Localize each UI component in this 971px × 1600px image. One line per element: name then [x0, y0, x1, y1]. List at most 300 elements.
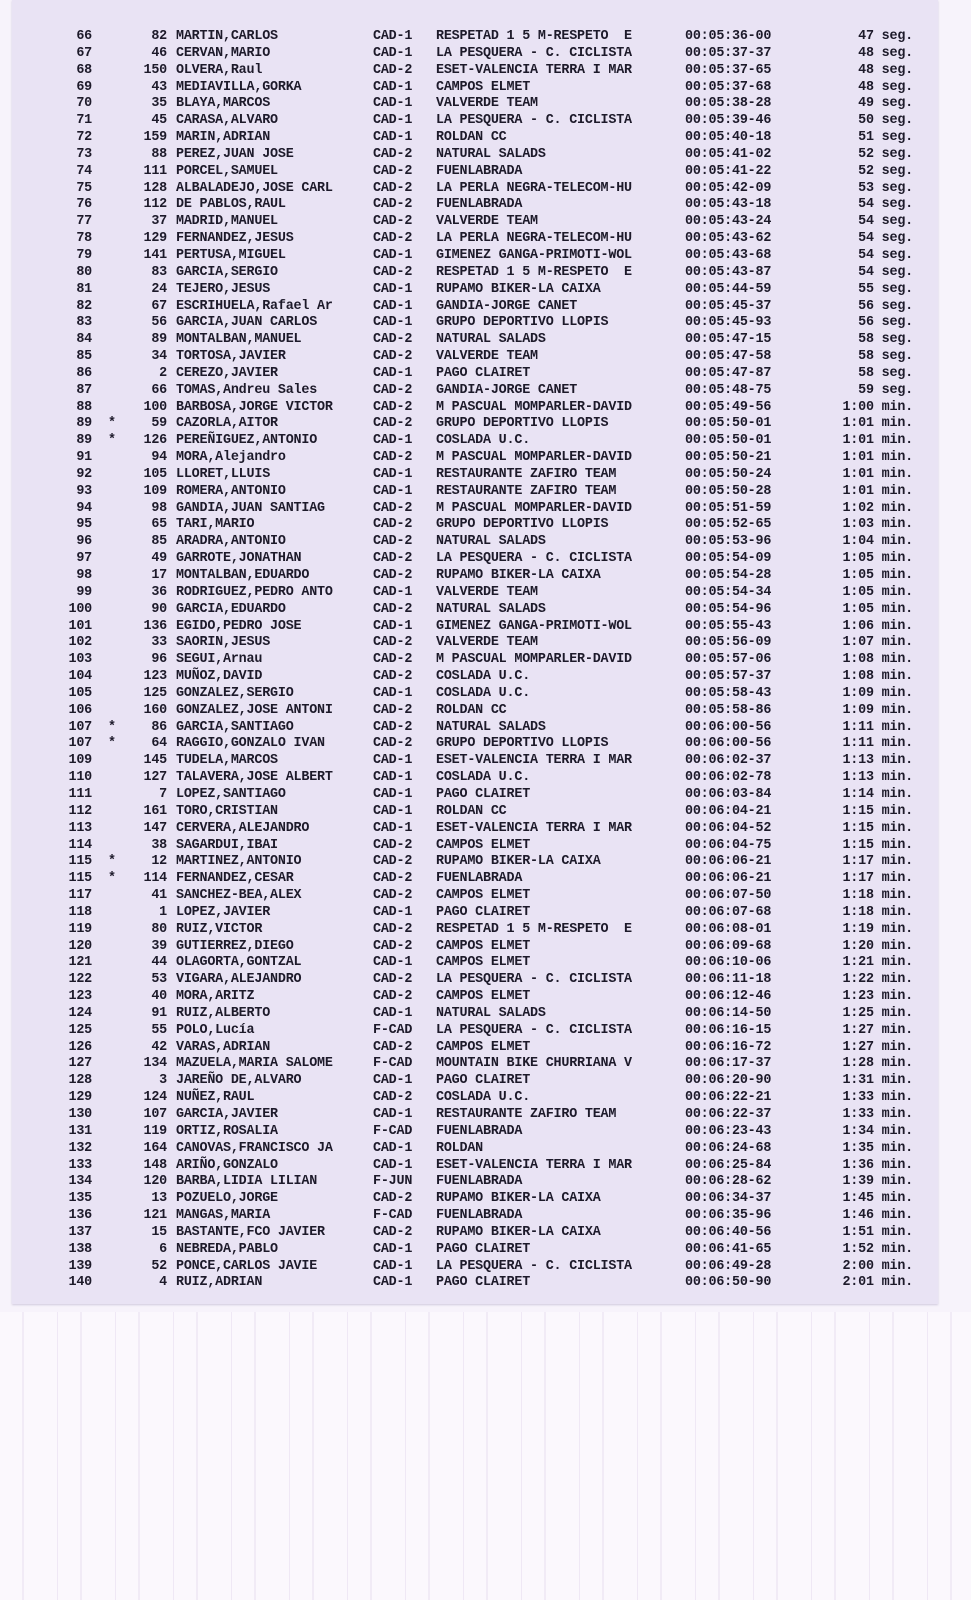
position: 70 [76, 96, 92, 112]
bib-number: 49 [151, 551, 167, 567]
team: CAMPOS ELMET [436, 1039, 531, 1055]
time-gap: 1:23 min. [842, 989, 913, 1005]
team: RESPETAD 1 5 M-RESPETO E [436, 29, 632, 44]
rider-name: GARCIA,JUAN CARLOS [176, 315, 318, 331]
table-row [0, 349, 971, 366]
position: 117 [68, 888, 92, 904]
position: 76 [76, 197, 92, 213]
position: 92 [76, 466, 92, 482]
finish-time: 00:05:48-75 [685, 382, 772, 398]
table-row [0, 1275, 971, 1292]
bib-number: 134 [143, 1056, 167, 1072]
time-gap: 1:18 min. [842, 904, 913, 920]
team: GRUPO DEPORTIVO LLOPIS [436, 517, 609, 533]
bib-number: 13 [151, 1191, 167, 1207]
finish-time: 00:06:24-68 [685, 1140, 772, 1156]
finish-time: 00:05:40-18 [685, 130, 772, 146]
team: RUPAMO BIKER-LA CAIXA [436, 1224, 601, 1240]
position: 91 [76, 450, 92, 466]
category: CAD-1 [373, 298, 413, 314]
bib-number: 65 [151, 517, 167, 533]
bib-number: 94 [151, 450, 167, 466]
position: 112 [68, 803, 92, 819]
table-row [0, 838, 971, 855]
team: FUENLABRADA [436, 871, 523, 887]
table-row [0, 517, 971, 534]
bib-number: 100 [143, 399, 167, 415]
category: CAD-2 [373, 163, 413, 179]
finish-time: 00:06:04-75 [685, 837, 772, 853]
bib-number: 160 [143, 702, 167, 718]
bib-number: 39 [151, 938, 167, 954]
rider-name: MONTALBAN,EDUARDO [176, 568, 310, 583]
time-gap: 1:02 min. [842, 500, 913, 516]
team: FUENLABRADA [436, 1208, 523, 1224]
table-row [0, 1090, 971, 1107]
rider-name: MUÑOZ,DAVID [176, 669, 263, 685]
rider-name: CEREZO,JAVIER [176, 365, 278, 381]
finish-time: 00:05:50-01 [685, 433, 772, 449]
table-row [0, 770, 971, 787]
time-gap: 1:08 min. [842, 669, 913, 685]
table-row [0, 972, 971, 989]
bib-number: 67 [151, 298, 167, 314]
bib-number: 141 [143, 247, 167, 263]
bib-number: 119 [143, 1123, 167, 1139]
position: 137 [68, 1224, 92, 1240]
time-gap: 54 seg. [858, 197, 913, 213]
finish-time: 00:06:14-50 [685, 1005, 772, 1021]
time-gap: 54 seg. [858, 231, 913, 247]
category: CAD-2 [373, 264, 413, 280]
position: 95 [76, 517, 92, 533]
time-gap: 54 seg. [858, 214, 913, 230]
team: RESTAURANTE ZAFIRO TEAM [436, 483, 617, 499]
team: LA PERLA NEGRA-TELECOM-HU [436, 180, 632, 196]
table-row [0, 568, 971, 585]
bib-number: 164 [143, 1140, 167, 1156]
rider-name: MORA,Alejandro [176, 450, 286, 466]
team: COSLADA U.C. [436, 770, 531, 786]
bib-number: 35 [151, 96, 167, 112]
category: CAD-2 [373, 551, 413, 567]
time-gap: 1:25 min. [842, 1005, 913, 1021]
time-gap: 52 seg. [858, 163, 913, 179]
bib-number: 55 [151, 1022, 167, 1038]
rider-name: ARIÑO,GONZALO [176, 1157, 278, 1173]
category: CAD-1 [373, 433, 413, 449]
position: 128 [68, 1073, 92, 1089]
category: F-CAD [373, 1022, 413, 1038]
rider-name: ROMERA,ANTONIO [176, 483, 286, 499]
rider-name: GARCIA,EDUARDO [176, 601, 286, 617]
bib-number: 42 [151, 1039, 167, 1055]
position: 120 [68, 938, 92, 954]
category: CAD-1 [373, 820, 413, 836]
bib-number: 123 [143, 669, 167, 685]
category: CAD-1 [373, 466, 413, 482]
time-gap: 1:11 min. [842, 719, 913, 735]
position: 110 [68, 770, 92, 786]
rider-name: GONZALEZ,SERGIO [176, 685, 294, 701]
rider-name: TUDELA,MARCOS [176, 753, 278, 769]
rider-name: LOPEZ,JAVIER [176, 904, 271, 920]
time-gap: 53 seg. [858, 180, 913, 196]
team: M PASCUAL MOMPARLER-DAVID [436, 652, 632, 668]
time-gap: 1:05 min. [842, 601, 913, 617]
bib-number: 86 [151, 719, 167, 735]
finish-time: 00:05:50-01 [685, 416, 772, 432]
position: 98 [76, 568, 92, 583]
rider-name: RAGGIO,GONZALO IVAN [176, 736, 325, 752]
table-row [0, 299, 971, 316]
bib-number: 125 [143, 685, 167, 701]
finish-time: 00:05:37-65 [685, 62, 772, 78]
table-row [0, 686, 971, 703]
time-gap: 1:06 min. [842, 618, 913, 634]
team: LA PERLA NEGRA-TELECOM-HU [436, 231, 632, 247]
time-gap: 58 seg. [858, 349, 913, 365]
category: CAD-2 [373, 938, 413, 954]
time-gap: 1:04 min. [842, 534, 913, 550]
table-row [0, 619, 971, 636]
team: RESPETAD 1 5 M-RESPETO E [436, 921, 632, 937]
team: RUPAMO BIKER-LA CAIXA [436, 854, 601, 870]
table-row [0, 181, 971, 198]
team: PAGO CLAIRET [436, 1275, 531, 1291]
team: ROLDAN CC [436, 130, 507, 146]
rider-name: ESCRIHUELA,Rafael Ar [176, 298, 333, 314]
rider-name: MONTALBAN,MANUEL [176, 332, 302, 348]
position: 138 [68, 1241, 92, 1257]
category: CAD-2 [373, 871, 413, 887]
rider-name: PEREÑIGUEZ,ANTONIO [176, 433, 318, 449]
category: CAD-1 [373, 770, 413, 786]
finish-time: 00:06:06-21 [685, 854, 772, 870]
rider-name: MEDIAVILLA,GORKA [176, 79, 302, 95]
time-gap: 1:05 min. [842, 584, 913, 600]
table-row [0, 80, 971, 97]
category: CAD-2 [373, 854, 413, 870]
table-row [0, 1006, 971, 1023]
time-gap: 1:01 min. [842, 416, 913, 432]
table-row [0, 703, 971, 720]
category: CAD-1 [373, 584, 413, 600]
rider-name: GARCIA,SERGIO [176, 264, 278, 280]
category: CAD-2 [373, 719, 413, 735]
table-row [0, 1208, 971, 1225]
time-gap: 58 seg. [858, 365, 913, 381]
time-gap: 1:01 min. [842, 433, 913, 449]
team: GIMENEZ GANGA-PRIMOTI-WOL [436, 618, 632, 634]
finish-time: 00:06:11-18 [685, 972, 772, 988]
time-gap: 1:05 min. [842, 568, 913, 583]
position: 107 [68, 736, 92, 752]
category: CAD-2 [373, 837, 413, 853]
finish-time: 00:06:16-15 [685, 1022, 772, 1038]
team: PAGO CLAIRET [436, 904, 531, 920]
bib-number: 150 [143, 62, 167, 78]
bib-number: 66 [151, 382, 167, 398]
rider-name: ARADRA,ANTONIO [176, 534, 286, 550]
bib-number: 128 [143, 180, 167, 196]
finish-time: 00:06:16-72 [685, 1039, 772, 1055]
position: 127 [68, 1056, 92, 1072]
time-gap: 50 seg. [858, 113, 913, 129]
bib-number: 56 [151, 315, 167, 331]
rider-name: TOMAS,Andreu Sales [176, 382, 318, 398]
table-row [0, 130, 971, 147]
position: 86 [76, 365, 92, 381]
rider-name: MORA,ARITZ [176, 989, 255, 1005]
rider-name: GANDIA,JUAN SANTIAG [176, 500, 325, 516]
rider-name: BARBA,LIDIA LILIAN [176, 1174, 318, 1190]
team: NATURAL SALADS [436, 719, 546, 735]
table-row [0, 248, 971, 265]
table-row [0, 854, 971, 871]
finish-time: 00:06:50-90 [685, 1275, 772, 1291]
rider-name: MARTINEZ,ANTONIO [176, 854, 302, 870]
position: 124 [68, 1005, 92, 1021]
position: 100 [68, 601, 92, 617]
finish-time: 00:06:07-50 [685, 888, 772, 904]
team: NATURAL SALADS [436, 601, 546, 617]
position: 89 [76, 433, 92, 449]
position: 88 [76, 399, 92, 415]
rider-name: ORTIZ,ROSALIA [176, 1123, 278, 1139]
time-gap: 1:22 min. [842, 972, 913, 988]
team: ROLDAN [436, 1140, 484, 1156]
team: GRUPO DEPORTIVO LLOPIS [436, 736, 609, 752]
category: CAD-1 [373, 685, 413, 701]
rider-name: PEREZ,JUAN JOSE [176, 146, 294, 162]
position: 125 [68, 1022, 92, 1038]
position: 106 [68, 702, 92, 718]
table-row [0, 113, 971, 130]
time-gap: 1:08 min. [842, 652, 913, 668]
category: CAD-2 [373, 1090, 413, 1106]
time-gap: 1:15 min. [842, 820, 913, 836]
rider-name: DE PABLOS,RAUL [176, 197, 286, 213]
bib-number: 36 [151, 584, 167, 600]
rider-name: EGIDO,PEDRO JOSE [176, 618, 302, 634]
table-row [0, 1141, 971, 1158]
finish-time: 00:05:51-59 [685, 500, 772, 516]
team: VALVERDE TEAM [436, 214, 538, 230]
bib-number: 37 [151, 214, 167, 230]
rider-name: BLAYA,MARCOS [176, 96, 271, 112]
category: CAD-1 [373, 955, 413, 971]
bib-number: 64 [151, 736, 167, 752]
bib-number: 120 [143, 1174, 167, 1190]
category: CAD-2 [373, 450, 413, 466]
team: VALVERDE TEAM [436, 635, 538, 651]
team: PAGO CLAIRET [436, 1073, 531, 1089]
time-gap: 1:13 min. [842, 753, 913, 769]
tie-marker: * [108, 719, 116, 735]
table-row [0, 1259, 971, 1276]
table-row [0, 821, 971, 838]
category: F-CAD [373, 1123, 413, 1139]
bib-number: 159 [143, 130, 167, 146]
position: 122 [68, 972, 92, 988]
position: 77 [76, 214, 92, 230]
finish-time: 00:06:02-78 [685, 770, 772, 786]
bib-number: 24 [151, 281, 167, 297]
finish-time: 00:05:42-09 [685, 180, 772, 196]
table-row [0, 1124, 971, 1141]
team: VALVERDE TEAM [436, 96, 538, 112]
finish-time: 00:06:28-62 [685, 1174, 772, 1190]
team: RESTAURANTE ZAFIRO TEAM [436, 1107, 617, 1122]
position: 97 [76, 551, 92, 567]
team: GANDIA-JORGE CANET [436, 382, 578, 398]
bib-number: 126 [143, 433, 167, 449]
position: 104 [68, 669, 92, 685]
table-row [0, 332, 971, 349]
finish-time: 00:06:34-37 [685, 1191, 772, 1207]
bib-number: 17 [151, 568, 167, 583]
rider-name: NUÑEZ,RAUL [176, 1090, 255, 1106]
category: CAD-1 [373, 79, 413, 95]
team: RUPAMO BIKER-LA CAIXA [436, 281, 601, 297]
category: CAD-2 [373, 989, 413, 1005]
time-gap: 1:01 min. [842, 466, 913, 482]
table-row [0, 1073, 971, 1090]
finish-time: 00:06:23-43 [685, 1123, 772, 1139]
bib-number: 59 [151, 416, 167, 432]
bib-number: 127 [143, 770, 167, 786]
finish-time: 00:06:40-56 [685, 1224, 772, 1240]
rider-name: TEJERO,JESUS [176, 281, 271, 297]
category: CAD-2 [373, 416, 413, 432]
bib-number: 43 [151, 79, 167, 95]
table-row [0, 147, 971, 164]
position: 119 [68, 921, 92, 937]
bib-number: 85 [151, 534, 167, 550]
team: ROLDAN CC [436, 702, 507, 718]
rider-name: PONCE,CARLOS JAVIE [176, 1258, 318, 1274]
bib-number: 3 [159, 1073, 167, 1089]
team: NATURAL SALADS [436, 146, 546, 162]
time-gap: 1:09 min. [842, 685, 913, 701]
finish-time: 00:05:58-86 [685, 702, 772, 718]
bib-number: 7 [159, 786, 167, 802]
rider-name: CAZORLA,AITOR [176, 416, 278, 432]
team: MOUNTAIN BIKE CHURRIANA V [436, 1056, 632, 1072]
position: 134 [68, 1174, 92, 1190]
rider-name: RUIZ,ALBERTO [176, 1005, 271, 1021]
bib-number: 121 [143, 1208, 167, 1224]
team: M PASCUAL MOMPARLER-DAVID [436, 500, 632, 516]
position: 74 [76, 163, 92, 179]
finish-time: 00:05:43-18 [685, 197, 772, 213]
table-row [0, 905, 971, 922]
team: FUENLABRADA [436, 1174, 523, 1190]
position: 107 [68, 719, 92, 735]
bib-number: 82 [151, 29, 167, 44]
time-gap: 55 seg. [858, 281, 913, 297]
table-row [0, 501, 971, 518]
table-row [0, 635, 971, 652]
rider-name: CARASA,ALVARO [176, 113, 278, 129]
team: RESTAURANTE ZAFIRO TEAM [436, 466, 617, 482]
table-row [0, 669, 971, 686]
time-gap: 59 seg. [858, 382, 913, 398]
table-row [0, 1174, 971, 1191]
table-row [0, 939, 971, 956]
team: COSLADA U.C. [436, 433, 531, 449]
time-gap: 1:52 min. [842, 1241, 913, 1257]
time-gap: 1:28 min. [842, 1056, 913, 1072]
finish-time: 00:05:54-09 [685, 551, 772, 567]
bib-number: 83 [151, 264, 167, 280]
table-row [0, 265, 971, 282]
team: NATURAL SALADS [436, 332, 546, 348]
time-gap: 54 seg. [858, 247, 913, 263]
tie-marker: * [108, 433, 116, 449]
table-row [0, 63, 971, 80]
rider-name: MANGAS,MARIA [176, 1208, 271, 1224]
rider-name: MADRID,MANUEL [176, 214, 278, 230]
finish-time: 00:06:22-21 [685, 1090, 772, 1106]
finish-time: 00:06:06-21 [685, 871, 772, 887]
category: CAD-1 [373, 1073, 413, 1089]
position: 71 [76, 113, 92, 129]
tie-marker: * [108, 871, 116, 887]
category: CAD-2 [373, 635, 413, 651]
rider-name: TORO,CRISTIAN [176, 803, 278, 819]
finish-time: 00:05:44-59 [685, 281, 772, 297]
rider-name: CANOVAS,FRANCISCO JA [176, 1140, 333, 1156]
position: 139 [68, 1258, 92, 1274]
finish-time: 00:05:41-22 [685, 163, 772, 179]
rider-name: LLORET,LLUIS [176, 466, 271, 482]
rider-name: BARBOSA,JORGE VICTOR [176, 399, 333, 415]
time-gap: 1:31 min. [842, 1073, 913, 1089]
table-row [0, 96, 971, 113]
bib-number: 12 [151, 854, 167, 870]
time-gap: 1:21 min. [842, 955, 913, 971]
time-gap: 2:01 min. [842, 1275, 913, 1291]
position: 68 [76, 62, 92, 78]
table-row [0, 282, 971, 299]
team: COSLADA U.C. [436, 1090, 531, 1106]
rider-name: TALAVERA,JOSE ALBERT [176, 770, 333, 786]
team: LA PESQUERA - C. CICLISTA [436, 972, 632, 988]
table-row [0, 602, 971, 619]
rider-name: RUIZ,VICTOR [176, 921, 263, 937]
position: 85 [76, 349, 92, 365]
rider-name: SANCHEZ-BEA,ALEX [176, 888, 302, 904]
category: CAD-2 [373, 399, 413, 415]
category: CAD-2 [373, 197, 413, 213]
position: 94 [76, 500, 92, 516]
category: CAD-1 [373, 29, 413, 44]
finish-time: 00:05:37-68 [685, 79, 772, 95]
bib-number: 15 [151, 1224, 167, 1240]
bib-number: 114 [143, 871, 167, 887]
position: 113 [68, 820, 92, 836]
rider-name: CERVAN,MARIO [176, 45, 271, 61]
table-row [0, 46, 971, 63]
table-row [0, 736, 971, 753]
category: CAD-1 [373, 365, 413, 381]
table-row [0, 1242, 971, 1259]
table-row [0, 383, 971, 400]
rider-name: TARI,MARIO [176, 517, 255, 533]
team: GRUPO DEPORTIVO LLOPIS [436, 315, 609, 331]
